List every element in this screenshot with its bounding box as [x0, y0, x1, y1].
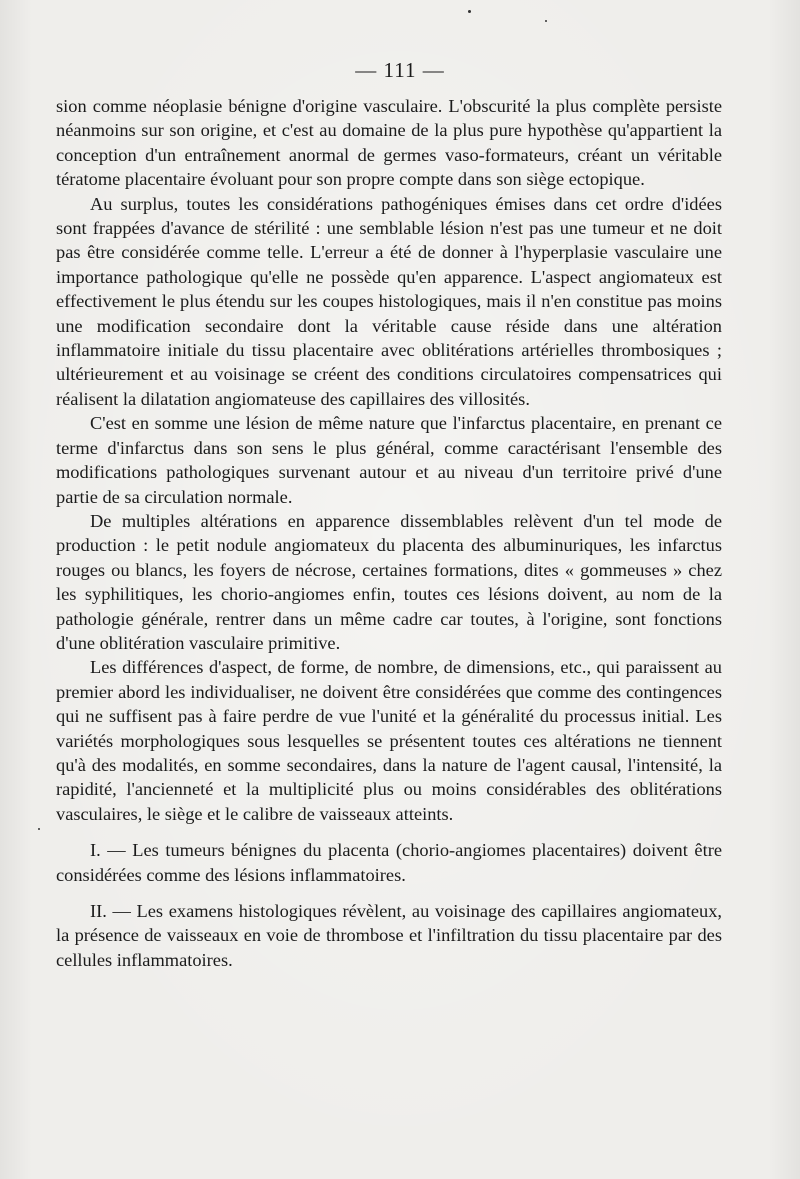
conclusion-one: I. — Les tumeurs bénignes du placenta (chorio-angiomes placentaires) doivent être considérées comme des lésions inflammatoires. [56, 840, 722, 885]
paragraph-differences: Les différences d'aspect, de forme, de nombre, de dimensions, etc., qui paraissent au premier abord les individualiser, ne doivent être considérées que comme des contingences qui ne suffisent pas à faire perdre de vue l'unité et la généralité du processus initial. Les variétés morphologiques sous lesquelles se présentent toutes ces altérations ne tiennent qu'à des modalités, en somme secondaires, dans la nature de l'agent causal, l'intensité, la rapidité, l'ancienneté et la multiplicité plus ou moins considérables des oblitérations vasculaires, le siège et le calibre de vaisseaux atteints. [56, 657, 722, 824]
paragraph-surplus: Au surplus, toutes les considérations pathogéniques émises dans cet ordre d'idées sont frappées d'avance de stérilité : une semblable lésion n'est pas une tumeur et ne doit pas être considérée comme telle. L'erreur a été de donner à l'hyperplasie vasculaire une importance pathologique qu'elle ne possède qu'en apparence. L'aspect angiomateux est effectivement le plus étendu sur les coupes histologiques, mais il n'en constitue pas moins une modification secondaire dont la véritable cause réside dans une altération inflammatoire initiale du tissu placentaire avec oblitérations artérielles thrombosiques ; ultérieurement et au voisinage se créent des conditions circulatoires compensatrices qui réalisent la dilatation angiomateuse des capillaires des villosités. [56, 193, 722, 409]
paragraph-infarctus: C'est en somme une lésion de même nature que l'infarctus placentaire, en prenant ce terme d'infarctus dans son sens le plus général, comme caractérisant l'ensemble des modifications pathologiques survenant autour et au niveau d'un territoire privé d'une partie de sa circulation normale. [56, 413, 722, 507]
paper-speck [38, 828, 40, 830]
conclusion-two: II. — Les examens histologiques révèlent, au voisinage des capillaires angiomateux, la présence de vaisseaux en voie de thrombose et l'infiltration du tissu placentaire par des cellules inflammatoires. [56, 901, 722, 970]
paragraph-alterations: De multiples altérations en apparence dissemblables relèvent d'un tel mode de production : le petit nodule angiomateux du placenta des albuminuriques, les infarctus rouges ou blancs, les foyers de nécrose, certaines formations, dites « gommeuses » chez les syphilitiques, les chorio-angiomes enfin, toutes ces lésions doivent, au nom de la pathologie générale, rentrer dans un même cadre car toutes, à l'origine, sont fonctions d'une oblitération vasculaire primitive. [56, 510, 722, 653]
page-number: — 111 — [355, 58, 445, 82]
paragraph-continuation: sion comme néoplasie bénigne d'origine vasculaire. L'obscurité la plus complète persiste néanmoins sur son origine, et c'est au domaine de la plus pure hypothèse qu'appartient la conception d'un entraînement anormal de germes vaso-formateurs, créant un véritable tératome placentaire évoluant pour son propre compte dans son siège ectopique. [56, 96, 722, 190]
body-text [56, 94, 722, 972]
paper-speck [545, 20, 547, 22]
paper-speck [468, 10, 471, 13]
